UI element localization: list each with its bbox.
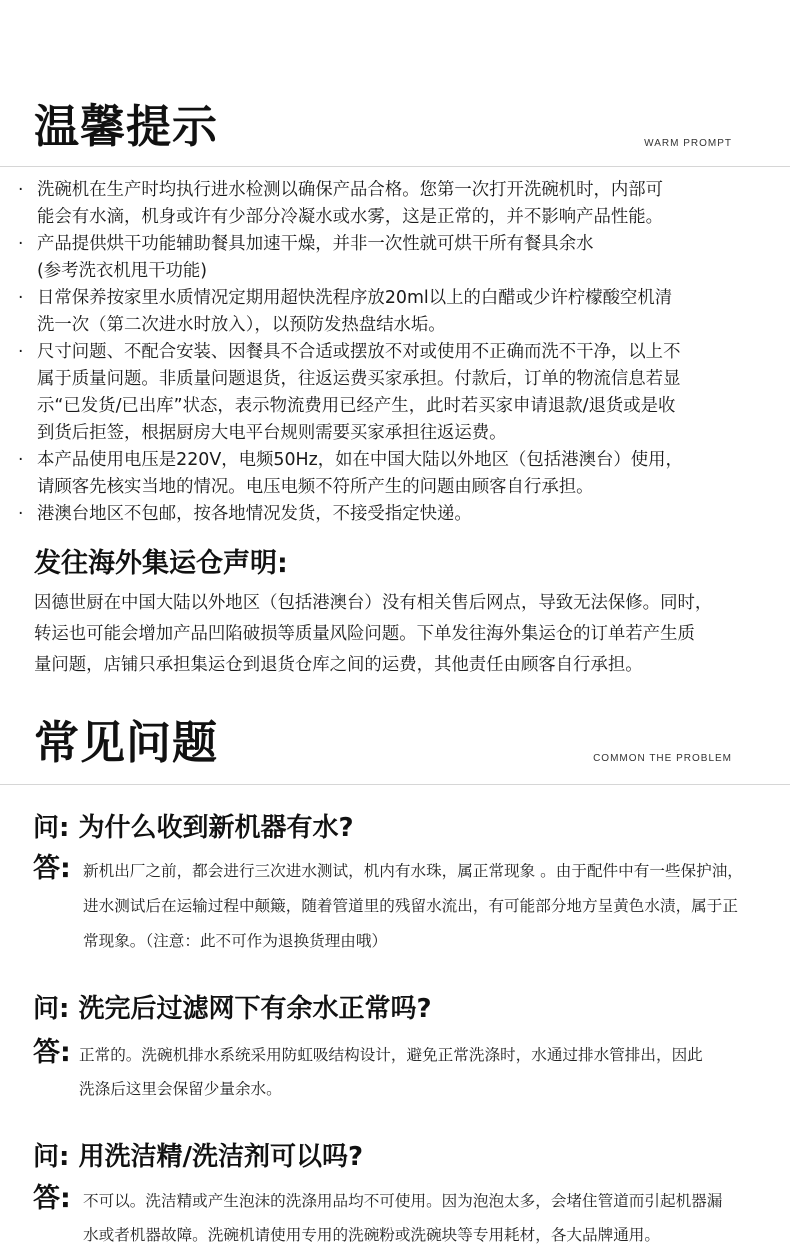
answer-line: 正常的。洗碗机排水系统采用防虹吸结构设计，避免正常洗涤时，水通过排水管排出，因此 bbox=[79, 1046, 703, 1064]
bullet-dot: · bbox=[18, 234, 24, 254]
answer-text bbox=[79, 1038, 769, 1106]
answer-line: 新机出厂之前，都会进行三次进水测试，机内有水珠，属正常现象 。由于配件中有一些保护油， bbox=[83, 862, 743, 880]
tip-line: 到货后拒签，根据厨房大电平台规则需要买家承担往返运费。 bbox=[37, 423, 507, 443]
answer-line: 水或者机器故障。洗碗机请使用专用的洗碗粉或洗碗块等专用耗材，各大品牌通用。 bbox=[83, 1226, 660, 1244]
faq-question: 问: 为什么收到新机器有水? bbox=[33, 813, 354, 843]
bullet-dot: · bbox=[18, 342, 24, 362]
statement-line: 量问题，店铺只承担集运仓到退货仓库之间的运费，其他责任由顾客自行承担。 bbox=[34, 655, 643, 675]
statement-line: 转运也可能会增加产品凹陷破损等质量风险问题。下单发往海外集运仓的订单若产生质 bbox=[34, 624, 695, 644]
tip-line: (参考洗衣机甩干功能) bbox=[37, 261, 208, 281]
warm-prompt-title: 温馨提示 bbox=[34, 100, 219, 153]
tip-item bbox=[0, 501, 790, 528]
bullet-dot: · bbox=[18, 450, 24, 470]
warm-prompt-subtitle: WARM PROMPT bbox=[644, 138, 732, 149]
answer-label: 答: bbox=[33, 853, 71, 884]
statement-line: 因德世厨在中国大陆以外地区（包括港澳台）没有相关售后网点，导致无法保修。同时， bbox=[34, 593, 713, 613]
tip-line: 能会有水滴，机身或许有少部分冷凝水或水雾，这是正常的，并不影响产品性能。 bbox=[37, 207, 664, 227]
warm-prompt-divider bbox=[0, 166, 790, 167]
tip-item bbox=[0, 339, 790, 447]
bullet-dot: · bbox=[18, 180, 24, 200]
tip-line: 请顾客先核实当地的情况。电压电频不符所产生的问题由顾客自行承担。 bbox=[37, 477, 594, 497]
tip-line: 洗碗机在生产时均执行进水检测以确保产品合格。您第一次打开洗碗机时，内部可 bbox=[37, 180, 664, 200]
tip-item bbox=[0, 231, 790, 285]
tip-line: 港澳台地区不包邮，按各地情况发货，不接受指定快递。 bbox=[37, 504, 472, 524]
tip-line: 日常保养按家里水质情况定期用超快洗程序放20ml以上的白醋或少许柠檬酸空机清 bbox=[37, 288, 673, 308]
tip-line: 属于质量问题。非质量问题退货，往返运费买家承担。付款后，订单的物流信息若显 bbox=[37, 369, 681, 389]
bullet-dot: · bbox=[18, 288, 24, 308]
tip-line: 产品提供烘干功能辅助餐具加速干燥，并非一次性就可烘干所有餐具余水 bbox=[37, 234, 594, 254]
answer-line: 常现象。（注意：此不可作为退换货理由哦） bbox=[83, 932, 388, 950]
answer-label: 答: bbox=[33, 1183, 71, 1214]
answer-label: 答: bbox=[33, 1037, 71, 1068]
answer-text bbox=[83, 854, 773, 959]
tip-line: 示“已发货/已出库”状态，表示物流费用已经产生，此时若买家申请退款/退货或是收 bbox=[37, 396, 676, 416]
warm-prompt-list bbox=[0, 177, 790, 528]
answer-line: 洗涤后这里会保留少量余水。 bbox=[79, 1080, 282, 1098]
tip-item bbox=[0, 285, 790, 339]
overseas-statement bbox=[34, 588, 774, 681]
faq-question: 问: 洗完后过滤网下有余水正常吗? bbox=[33, 994, 432, 1024]
faq-title: 常见问题 bbox=[34, 716, 219, 769]
tip-line: 尺寸问题、不配合安装、因餐具不合适或摆放不对或使用不正确而洗不干净，以上不 bbox=[37, 342, 681, 362]
overseas-heading: 发往海外集运仓声明: bbox=[34, 548, 288, 579]
tip-item bbox=[0, 447, 790, 501]
faq-subtitle: COMMON THE PROBLEM bbox=[593, 753, 732, 764]
bullet-dot: · bbox=[18, 504, 24, 524]
answer-line: 进水测试后在运输过程中颠簸，随着管道里的残留水流出，有可能部分地方呈黄色水渍，属于正 bbox=[83, 897, 738, 915]
tip-line: 洗一次（第二次进水时放入），以预防发热盘结水垢。 bbox=[37, 315, 446, 335]
tip-item bbox=[0, 177, 790, 231]
faq-divider bbox=[0, 784, 790, 785]
faq-question: 问: 用洗洁精/洗洁剂可以吗? bbox=[33, 1142, 364, 1172]
tip-line: 本产品使用电压是220V，电频50Hz，如在中国大陆以外地区（包括港澳台）使用， bbox=[37, 450, 683, 470]
answer-line: 不可以。洗洁精或产生泡沫的洗涤用品均不可使用。因为泡泡太多，会堵住管道而引起机器漏 bbox=[83, 1192, 723, 1210]
answer-text bbox=[83, 1184, 773, 1252]
